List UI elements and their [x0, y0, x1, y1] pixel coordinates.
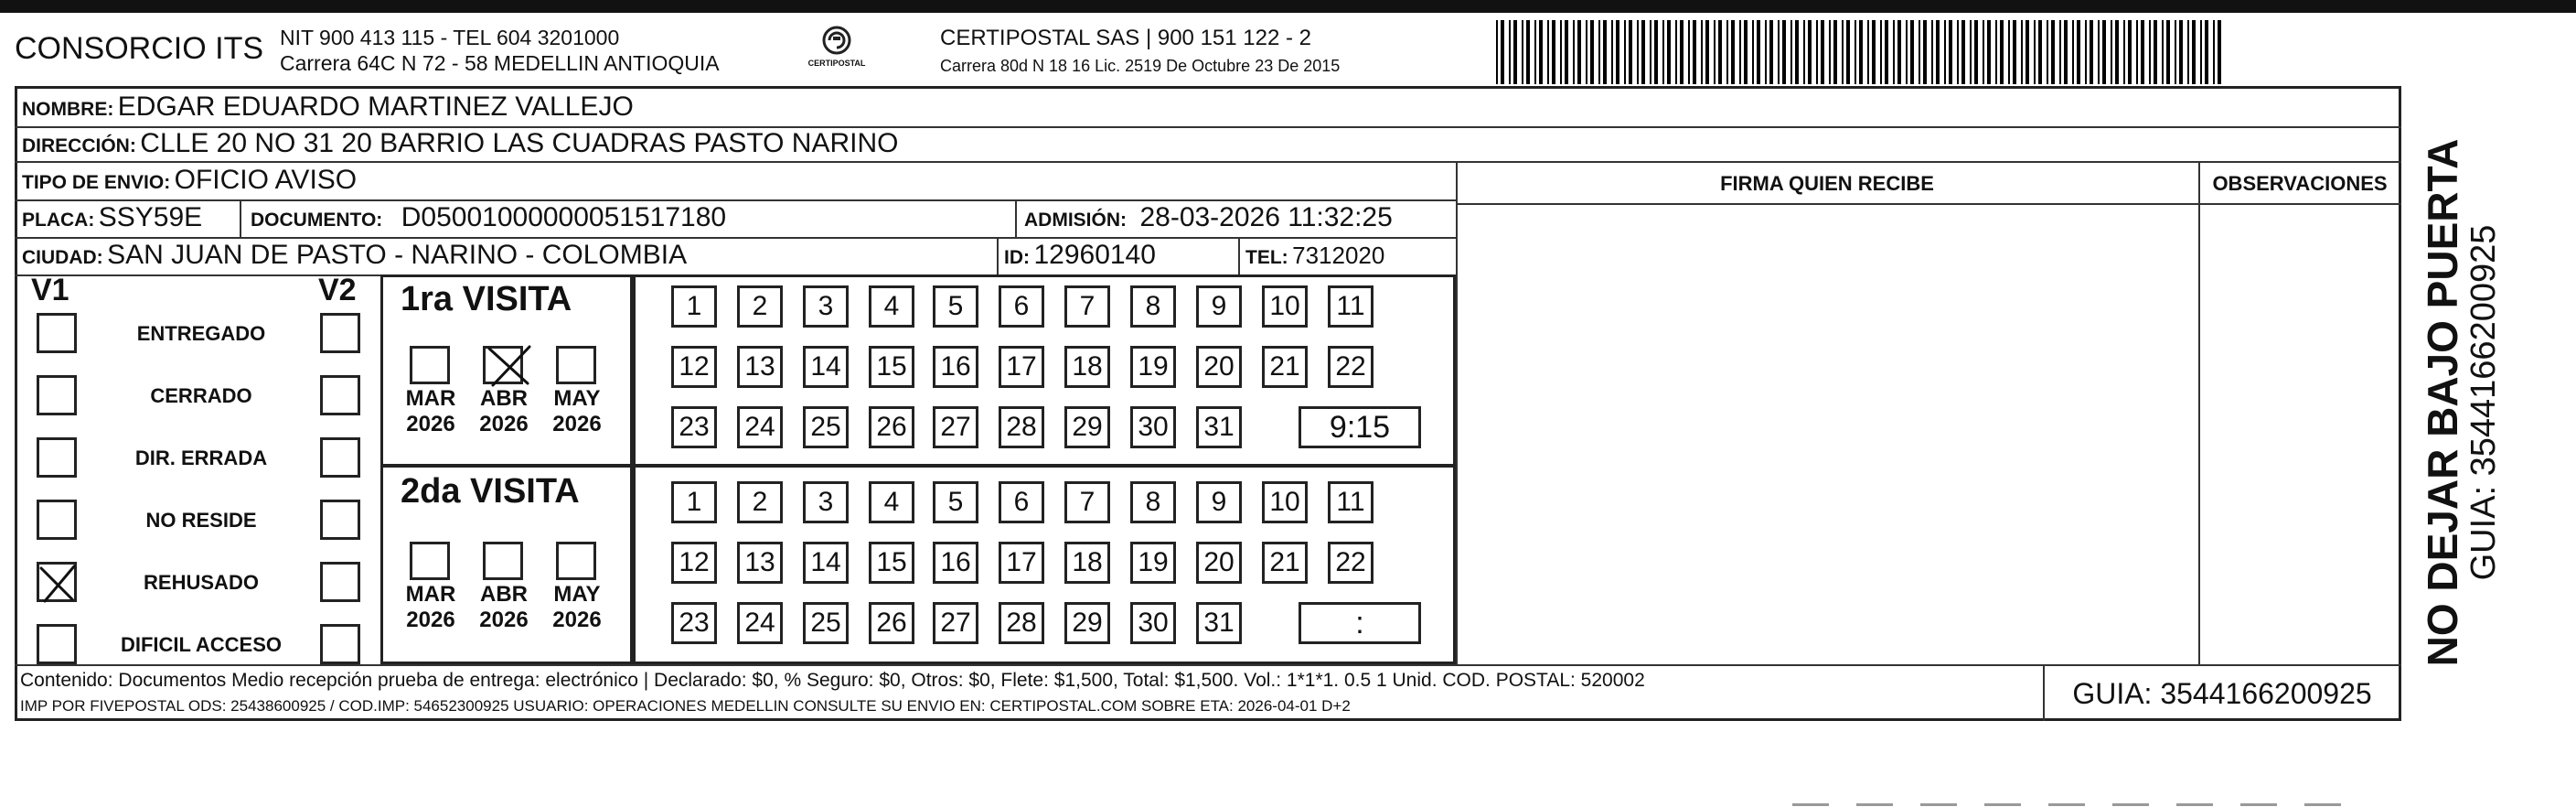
v2-label: V2: [318, 273, 357, 307]
status-v1-checkbox[interactable]: [37, 562, 77, 602]
day-cell[interactable]: 7: [1064, 285, 1110, 328]
rule-ciudad-id: [997, 237, 999, 274]
barcode-bar: [1778, 20, 1780, 84]
barcode-bar: [1560, 20, 1562, 84]
barcode-bar: [1731, 20, 1735, 84]
barcode-bar: [2123, 20, 2125, 84]
day-cell[interactable]: 26: [869, 406, 914, 448]
barcode-bar: [1590, 20, 1594, 84]
barcode-bar: [2115, 20, 2119, 84]
day-cell[interactable]: 18: [1064, 346, 1110, 388]
barcode-bar: [1586, 20, 1587, 84]
rule-obs-left: [2198, 161, 2200, 664]
ciudad-value: SAN JUAN DE PASTO - NARINO - COLOMBIA: [107, 240, 688, 270]
tipo-label: TIPO DE ENVIO:: [22, 172, 171, 193]
day-cell[interactable]: 28: [999, 602, 1044, 644]
ciudad-row: [22, 240, 687, 271]
visit1-title: 1ra VISITA: [401, 280, 572, 318]
barcode-bar: [2218, 20, 2221, 84]
id-label: ID:: [1004, 247, 1030, 268]
barcode-bar: [1662, 20, 1664, 84]
barcode-bar: [1705, 20, 1709, 84]
status-v2-checkbox[interactable]: [320, 562, 360, 602]
admision-value: 28-03-2026 11:32:25: [1139, 202, 1393, 232]
barcode-bar: [2077, 20, 2080, 84]
month-name: MAR: [405, 386, 456, 411]
barcode-bar: [2200, 20, 2202, 84]
direccion-value: CLLE 20 NO 31 20 BARRIO LAS CUADRAS PASTO NARINO: [140, 128, 899, 158]
day-cell[interactable]: 12: [671, 542, 717, 584]
month-checkbox[interactable]: [556, 346, 596, 384]
certipostal-logo: [805, 24, 869, 79]
barcode-bar: [1598, 20, 1600, 84]
nit-line: NIT 900 413 115 - TEL 604 3201000: [280, 26, 620, 49]
barcode-bar: [2175, 20, 2176, 84]
status-v1-checkbox[interactable]: [37, 437, 77, 478]
barcode-bar: [2051, 20, 2055, 84]
day-cell[interactable]: 31: [1196, 602, 1242, 644]
day-cell[interactable]: 21: [1262, 346, 1308, 388]
month-checkbox[interactable]: [410, 346, 450, 384]
barcode-bar: [2102, 20, 2106, 84]
day-cell[interactable]: 1: [671, 285, 717, 328]
day-cell[interactable]: 10: [1262, 285, 1308, 328]
day-cell[interactable]: 5: [933, 481, 978, 523]
barcode-bar: [1803, 20, 1805, 84]
day-cell[interactable]: 30: [1130, 602, 1176, 644]
day-cell[interactable]: 17: [999, 542, 1044, 584]
observaciones-area[interactable]: [2202, 207, 2398, 661]
day-cell[interactable]: 23: [671, 602, 717, 644]
barcode-bar: [2213, 20, 2215, 84]
day-cell[interactable]: 16: [933, 346, 978, 388]
top-border-band: [0, 0, 2576, 13]
barcode-bar: [1944, 20, 1946, 84]
barcode-bar: [1637, 20, 1639, 84]
direccion-row: [22, 128, 898, 159]
day-cell[interactable]: 15: [869, 346, 914, 388]
handwritten-check-mark: [37, 563, 78, 603]
barcode-bar: [2205, 20, 2208, 84]
tipo-value: OFICIO AVISO: [174, 165, 358, 195]
barcode-bar: [2013, 20, 2016, 84]
barcode-bar: [2192, 20, 2196, 84]
day-cell[interactable]: 31: [1196, 406, 1242, 448]
tel-label: TEL:: [1245, 247, 1288, 268]
barcode-bar: [1714, 20, 1716, 84]
day-cell[interactable]: 5: [933, 285, 978, 328]
day-cell[interactable]: 20: [1196, 346, 1242, 388]
status-label: REHUSADO: [144, 571, 259, 594]
barcode-bar: [2047, 20, 2048, 84]
barcode-bar: [1769, 20, 1773, 84]
status-v2-checkbox[interactable]: [320, 313, 360, 353]
barcode-bar: [2000, 20, 2004, 84]
status-v2-checkbox[interactable]: [320, 500, 360, 540]
day-cell[interactable]: 6: [999, 481, 1044, 523]
barcode-bar: [1795, 20, 1799, 84]
month-label: [545, 582, 609, 633]
day-cell[interactable]: 4: [869, 285, 914, 328]
barcode-bar: [1974, 20, 1978, 84]
barcode-bar: [2021, 20, 2023, 84]
barcode-bar: [2090, 20, 2093, 84]
barcode-bar: [1513, 20, 1517, 84]
barcode-bar: [1744, 20, 1748, 84]
barcode-bar: [1949, 20, 1952, 84]
day-cell[interactable]: 2: [737, 481, 783, 523]
day-cell[interactable]: 14: [803, 542, 849, 584]
status-v2-checkbox[interactable]: [320, 375, 360, 415]
status-v1-checkbox[interactable]: [37, 624, 77, 664]
month-label: [399, 582, 463, 633]
nombre-row: [22, 91, 634, 123]
rule-placa-doc: [240, 199, 241, 237]
barcode-bar: [1897, 20, 1901, 84]
barcode-bar: [1501, 20, 1504, 84]
barcode-bar: [1790, 20, 1792, 84]
barcode-bar: [1855, 20, 1856, 84]
barcode-bar: [1816, 20, 1818, 84]
day-cell[interactable]: 12: [671, 346, 717, 388]
barcode-bar: [2162, 20, 2164, 84]
footer-guia: GUIA: 3544166200925: [2072, 677, 2372, 710]
bottom-edge-marks: [1792, 803, 2341, 806]
day-cell[interactable]: 22: [1328, 346, 1374, 388]
barcode-bar: [1688, 20, 1690, 84]
month-name: MAR: [405, 582, 456, 607]
ciudad-label: CIUDAD:: [22, 247, 103, 268]
barcode-bar: [1509, 20, 1511, 84]
barcode-bar: [2149, 20, 2151, 84]
day-cell[interactable]: 16: [933, 542, 978, 584]
barcode-bar: [1547, 20, 1549, 84]
day-cell[interactable]: 25: [803, 602, 849, 644]
barcode-bar: [2072, 20, 2074, 84]
month-year: 2026: [552, 608, 602, 632]
rule-doc-admision: [1015, 199, 1017, 237]
barcode-bar: [2008, 20, 2010, 84]
direccion-label: DIRECCIÓN:: [22, 135, 136, 156]
barcode-bar: [1983, 20, 1984, 84]
barcode-bar: [1872, 20, 1876, 84]
barcode-bar: [2026, 20, 2029, 84]
barcode-bar: [1970, 20, 1972, 84]
rule-tipo: [15, 199, 1456, 201]
month-label: [545, 386, 609, 437]
day-cell[interactable]: 4: [869, 481, 914, 523]
barcode-bar: [1961, 20, 1965, 84]
barcode-bar: [1650, 20, 1651, 84]
day-cell[interactable]: 25: [803, 406, 849, 448]
month-year: 2026: [406, 412, 455, 436]
side-title: NO DEJAR BAJO PUERTA: [2419, 138, 2466, 667]
barcode-bar: [2179, 20, 2183, 84]
day-cell[interactable]: 24: [737, 602, 783, 644]
barcode-bar: [1910, 20, 1914, 84]
placa-label: PLACA:: [22, 210, 95, 231]
barcode-bar: [1718, 20, 1722, 84]
status-v2-checkbox[interactable]: [320, 624, 360, 664]
day-cell[interactable]: 29: [1064, 602, 1110, 644]
barcode-bar: [1654, 20, 1658, 84]
barcode-bar: [2085, 20, 2087, 84]
day-cell[interactable]: 3: [803, 481, 849, 523]
day-cell[interactable]: 28: [999, 406, 1044, 448]
barcode-bar: [1906, 20, 1908, 84]
logo-text: CERTIPOSTAL: [807, 59, 866, 68]
observaciones-label: OBSERVACIONES: [2212, 172, 2388, 195]
barcode-bar: [1833, 20, 1837, 84]
day-cell[interactable]: 19: [1130, 542, 1176, 584]
barcode-bar: [1680, 20, 1683, 84]
barcode-bar: [1846, 20, 1850, 84]
barcode-bar: [1603, 20, 1607, 84]
barcode-bar: [1577, 20, 1581, 84]
month-year: 2026: [479, 412, 529, 436]
barcode-bar: [1616, 20, 1619, 84]
documento-value: D05001000000051517180: [401, 202, 727, 232]
day-cell[interactable]: 23: [671, 406, 717, 448]
month-name: MAY: [553, 386, 601, 411]
day-cell[interactable]: 17: [999, 346, 1044, 388]
barcode-bar: [1739, 20, 1741, 84]
barcode-bar: [2136, 20, 2138, 84]
barcode-bar: [2038, 20, 2042, 84]
status-label: DIFICIL ACCESO: [120, 633, 282, 656]
time-box[interactable]: :: [1299, 602, 1421, 644]
month-year: 2026: [406, 608, 455, 632]
day-cell[interactable]: 3: [803, 285, 849, 328]
v1-label: V1: [31, 273, 69, 307]
company-name: CONSORCIO ITS: [15, 31, 264, 66]
barcode-bar: [1522, 20, 1523, 84]
day-cell[interactable]: 20: [1196, 542, 1242, 584]
month-label: [472, 582, 536, 633]
barcode-bar: [2034, 20, 2036, 84]
status-v2-checkbox[interactable]: [320, 437, 360, 478]
day-cell[interactable]: 13: [737, 346, 783, 388]
barcode-bar: [1757, 20, 1760, 84]
barcode-bar: [2064, 20, 2068, 84]
month-label: [472, 386, 536, 437]
barcode-bar: [1842, 20, 1844, 84]
barcode-bar: [2154, 20, 2157, 84]
month-year: 2026: [552, 412, 602, 436]
day-cell[interactable]: 26: [869, 602, 914, 644]
barcode-bar: [1919, 20, 1920, 84]
barcode-bar: [1496, 20, 1498, 84]
day-cell[interactable]: 27: [933, 406, 978, 448]
day-cell[interactable]: 15: [869, 542, 914, 584]
day-cell[interactable]: 29: [1064, 406, 1110, 448]
month-checkbox[interactable]: [410, 542, 450, 580]
barcode-bar: [2059, 20, 2061, 84]
month-name: MAY: [553, 582, 601, 607]
barcode-bar: [1534, 20, 1536, 84]
day-cell[interactable]: 7: [1064, 481, 1110, 523]
barcode-bar: [1782, 20, 1786, 84]
barcode-bar: [1880, 20, 1882, 84]
day-cell[interactable]: 18: [1064, 542, 1110, 584]
tel-value: 7312020: [1292, 242, 1385, 269]
month-checkbox[interactable]: [556, 542, 596, 580]
month-year: 2026: [479, 608, 529, 632]
day-cell[interactable]: 11: [1328, 481, 1374, 523]
placa-value: SSY59E: [98, 202, 203, 232]
status-label: DIR. ERRADA: [134, 447, 268, 469]
barcode-bar: [1667, 20, 1671, 84]
barcode-bar: [2166, 20, 2170, 84]
footer-line1: Contenido: Documentos Medio recepción prueba de entrega: electrónico | Declarado: $0, % Seguro: $0, Otros: $0, Flete: $1,500, Total: $1,500. Vol.: 1*1*1. 0.5 1 Unid. COD. POSTAL: 520002: [20, 670, 1645, 691]
barcode-bar: [1675, 20, 1677, 84]
barcode-bar: [1867, 20, 1869, 84]
rule-firma-left: [1456, 161, 1458, 664]
day-cell[interactable]: 21: [1262, 542, 1308, 584]
day-cell[interactable]: 22: [1328, 542, 1374, 584]
barcode-bar: [1931, 20, 1933, 84]
time-box[interactable]: 9:15: [1299, 406, 1421, 448]
admision-row: [1024, 202, 1393, 233]
side-guia: GUIA: 3544166200925: [2464, 224, 2503, 581]
day-cell[interactable]: 27: [933, 602, 978, 644]
tipo-row: [22, 165, 357, 196]
day-cell[interactable]: 9: [1196, 285, 1242, 328]
barcode-bar: [1526, 20, 1530, 84]
id-row: [1004, 240, 1156, 271]
certipostal-line2: Carrera 80d N 18 16 Lic. 2519 De Octubre 23 De 2015: [940, 57, 1341, 75]
month-name: ABR: [480, 386, 528, 411]
barcode-bar: [1885, 20, 1888, 84]
barcode-bar: [1995, 20, 1997, 84]
day-cell[interactable]: 1: [671, 481, 717, 523]
nombre-value: EDGAR EDUARDO MARTINEZ VALLEJO: [117, 91, 634, 122]
barcode-bar: [2111, 20, 2112, 84]
rule-firma-header: [1456, 203, 2401, 205]
day-cell[interactable]: 14: [803, 346, 849, 388]
day-cell[interactable]: 8: [1130, 285, 1176, 328]
documento-label: DOCUMENTO:: [251, 210, 383, 231]
id-value: 12960140: [1033, 240, 1156, 270]
barcode-bar: [1552, 20, 1555, 84]
address-line: Carrera 64C N 72 - 58 MEDELLIN ANTIOQUIA: [280, 51, 720, 75]
barcode: [1496, 20, 2226, 84]
barcode-bar: [1701, 20, 1703, 84]
nombre-label: NOMBRE:: [22, 99, 114, 120]
day-cell[interactable]: 6: [999, 285, 1044, 328]
barcode-bar: [2098, 20, 2100, 84]
barcode-bar: [1859, 20, 1863, 84]
barcode-bar: [1808, 20, 1812, 84]
barcode-bar: [1611, 20, 1613, 84]
barcode-bar: [2187, 20, 2189, 84]
barcode-bar: [1573, 20, 1575, 84]
status-label: NO RESIDE: [145, 509, 257, 532]
barcode-bar: [1893, 20, 1895, 84]
day-cell[interactable]: 19: [1130, 346, 1176, 388]
barcode-bar: [1629, 20, 1632, 84]
barcode-bar: [1565, 20, 1568, 84]
barcode-bar: [1923, 20, 1927, 84]
status-label: CERRADO: [150, 384, 252, 407]
barcode-bar: [1641, 20, 1645, 84]
firma-signature-area[interactable]: [1459, 207, 2195, 661]
barcode-bar: [2141, 20, 2144, 84]
status-label: ENTREGADO: [136, 322, 266, 345]
firma-label: FIRMA QUIEN RECIBE: [1720, 172, 1934, 195]
footer-line2: IMP POR FIVEPOSTAL ODS: 25438600925 / COD.IMP: 54652300925 USUARIO: OPERACIONES MEDELLIN CONSULTE SU ENVIO EN: CERTIPOSTAL.COM SOBRE ETA: 2026-04-01 D+2: [20, 697, 1351, 715]
month-checkbox[interactable]: [483, 542, 523, 580]
day-cell[interactable]: 9: [1196, 481, 1242, 523]
status-v1-checkbox[interactable]: [37, 375, 77, 415]
barcode-bar: [1829, 20, 1831, 84]
handwritten-check-mark: [486, 343, 533, 387]
barcode-bar: [2128, 20, 2132, 84]
rule-id-tel: [1238, 237, 1240, 274]
barcode-bar: [1936, 20, 1940, 84]
certipostal-line1: CERTIPOSTAL SAS | 900 151 122 - 2: [940, 26, 1311, 50]
visit2-title: 2da VISITA: [401, 472, 580, 511]
barcode-bar: [1957, 20, 1959, 84]
barcode-bar: [1765, 20, 1767, 84]
month-label: [399, 386, 463, 437]
barcode-bar: [1624, 20, 1626, 84]
barcode-bar: [1539, 20, 1543, 84]
day-cell[interactable]: 24: [737, 406, 783, 448]
barcode-bar: [1752, 20, 1754, 84]
month-name: ABR: [480, 582, 528, 607]
barcode-bar: [1693, 20, 1696, 84]
barcode-bar: [1821, 20, 1824, 84]
day-cell[interactable]: 2: [737, 285, 783, 328]
month-checkbox[interactable]: [483, 346, 523, 384]
placa-row: [22, 202, 202, 233]
tel-row: [1245, 242, 1384, 270]
admision-label: ADMISIÓN:: [1024, 210, 1127, 231]
day-cell[interactable]: 11: [1328, 285, 1374, 328]
day-cell[interactable]: 8: [1130, 481, 1176, 523]
rule-direccion: [15, 161, 2401, 163]
status-v1-checkbox[interactable]: [37, 313, 77, 353]
day-cell[interactable]: 13: [737, 542, 783, 584]
barcode-bar: [1726, 20, 1728, 84]
status-v1-checkbox[interactable]: [37, 500, 77, 540]
barcode-bar: [1987, 20, 1991, 84]
day-cell[interactable]: 10: [1262, 481, 1308, 523]
day-cell[interactable]: 30: [1130, 406, 1176, 448]
documento-row: [251, 202, 726, 233]
